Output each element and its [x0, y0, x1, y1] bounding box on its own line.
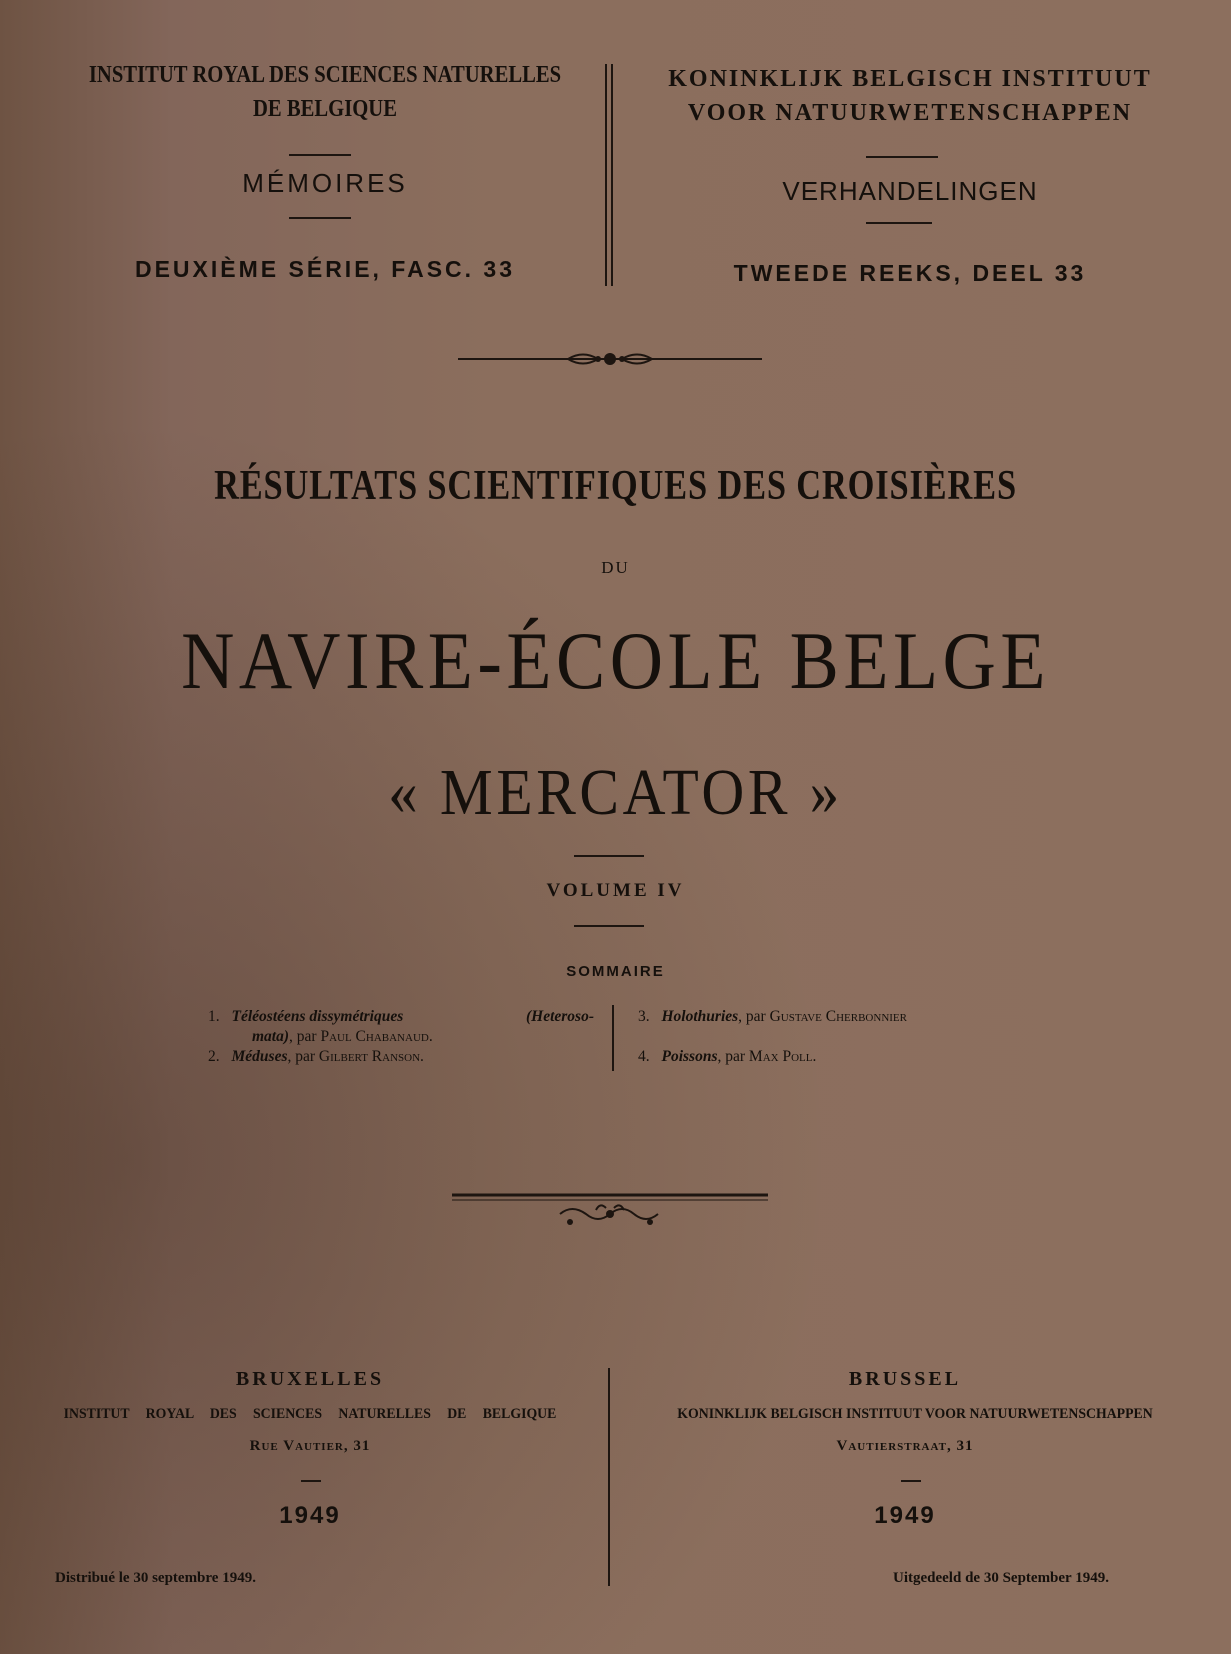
summary-item-title: Méduses	[231, 1048, 288, 1065]
volume-rule-top	[574, 855, 644, 857]
summary-item-by: , par	[289, 1028, 317, 1045]
summary-item-2	[208, 1047, 594, 1067]
dutch-year: 1949	[874, 1502, 936, 1529]
french-institute-line1: INSTITUT ROYAL DES SCIENCES NATURELLES	[88, 62, 562, 88]
dutch-address: Vautierstraat, 31	[836, 1438, 974, 1454]
header-divider-right	[611, 64, 613, 286]
dutch-series-number: TWEEDE REEKS, DEEL 33	[733, 260, 1087, 286]
summary-item-by: , par	[717, 1048, 746, 1065]
dutch-institute-line2: VOOR NATUURWETENSCHAPPEN	[687, 100, 1133, 126]
footer-divider	[608, 1368, 610, 1586]
summary-item-4	[638, 1047, 1058, 1067]
dutch-city: BRUSSEL	[848, 1368, 962, 1390]
volume-label: VOLUME IV	[546, 880, 685, 901]
summary-item-author: Gustave Cherbonnier	[769, 1008, 907, 1025]
summary-item-1	[208, 1007, 594, 1047]
french-address: Rue Vautier, 31	[249, 1438, 371, 1454]
dutch-header-rule-2	[866, 222, 932, 224]
dutch-distribution-date: Uitgedeeld de 30 September 1949.	[893, 1570, 1109, 1586]
summary-item-author: Paul Chabanaud.	[320, 1028, 433, 1045]
summary-divider	[612, 1005, 614, 1071]
dutch-institute-line1: KONINKLIJK BELGISCH INSTITUUT	[668, 66, 1152, 92]
french-city: BRUXELLES	[235, 1368, 385, 1390]
title-line-du: DU	[601, 558, 630, 577]
summary-item-number: 3.	[638, 1008, 650, 1025]
header-divider-left	[605, 64, 607, 286]
french-header-rule-2	[289, 217, 351, 219]
header-french	[40, 58, 610, 126]
floral-ornament-icon	[452, 1192, 768, 1232]
summary-item-title: Holothuries	[661, 1008, 739, 1025]
dutch-year-rule	[901, 1480, 921, 1482]
french-year: 1949	[279, 1502, 341, 1529]
summary-item-title: Téléostéens dissymétriques	[231, 1008, 404, 1025]
french-publisher: INSTITUT ROYAL DES SCIENCES NATURELLES DE BELGIQUE	[63, 1406, 557, 1422]
summary-item-title-continuation: mata)	[252, 1028, 290, 1045]
dutch-header-rule-1	[866, 156, 938, 158]
summary-heading: SOMMAIRE	[566, 963, 665, 980]
summary-item-author: Max Poll.	[748, 1048, 817, 1065]
french-series-title: MÉMOIRES	[242, 168, 408, 198]
summary-item-by: , par	[738, 1008, 766, 1025]
french-header-rule-1	[289, 154, 351, 156]
dutch-series-title: VERHANDELINGEN	[782, 176, 1038, 206]
volume-rule-bottom	[574, 925, 644, 927]
summary-item-author: Gilbert Ranson.	[318, 1048, 424, 1065]
summary-item-number: 4.	[638, 1048, 650, 1065]
summary-item-number: 2.	[208, 1048, 220, 1065]
french-institute-line2: DE BELGIQUE	[253, 96, 397, 122]
french-year-rule	[301, 1480, 321, 1482]
header-dutch	[625, 62, 1195, 130]
title-navire-ecole-belge: NAVIRE-ÉCOLE BELGE	[181, 615, 1050, 706]
dutch-publisher: KONINKLIJK BELGISCH INSTITUUT VOOR NATUURWETENSCHAPPEN	[677, 1406, 1153, 1422]
ornament-divider-icon	[458, 344, 762, 374]
summary-item-3	[638, 1007, 1058, 1027]
french-distribution-date: Distribué le 30 septembre 1949.	[55, 1570, 256, 1586]
title-line-1: RÉSULTATS SCIENTIFIQUES DES CROISIÈRES	[214, 463, 1017, 509]
summary-item-title: Poissons	[661, 1048, 718, 1065]
title-mercator: « MERCATOR »	[388, 756, 843, 829]
summary-item-title-extra: (Heteroso-	[525, 1008, 594, 1025]
french-series-number: DEUXIÈME SÉRIE, FASC. 33	[134, 256, 516, 282]
summary-item-number: 1.	[208, 1008, 220, 1025]
summary-item-by: , par	[287, 1048, 316, 1065]
